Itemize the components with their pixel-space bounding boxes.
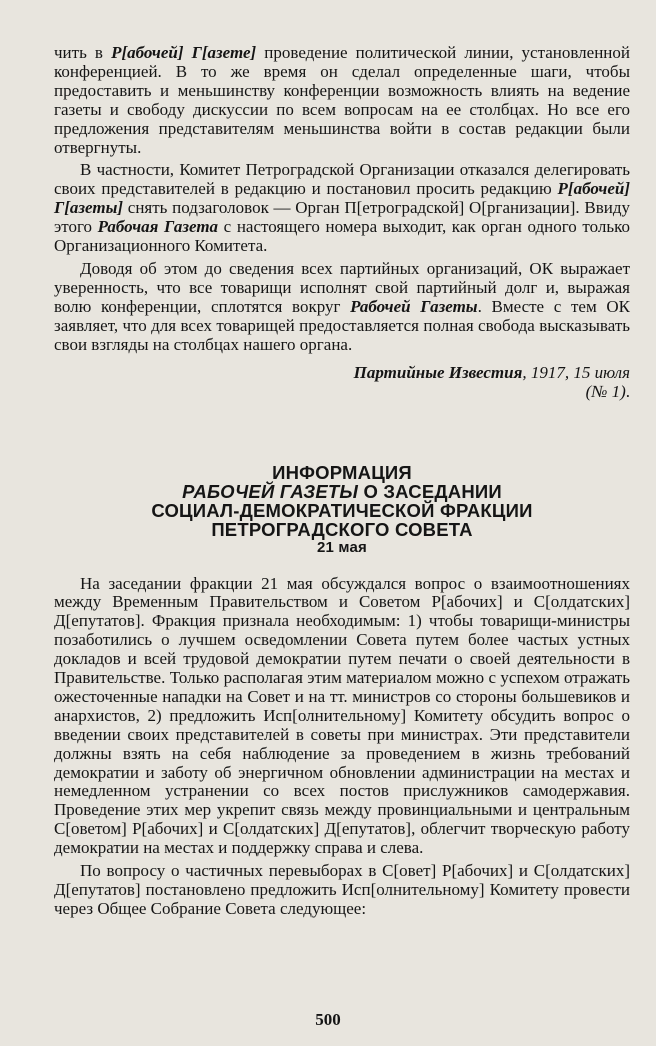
text-block-bottom (54, 575, 630, 919)
emphasis-newspaper: Рабочей Газеты (350, 296, 478, 316)
paragraph-5: По вопросу о частичных перевыборах в С[овет] Р[абочих] и С[олдатских] Д[епутатов] постановлено предложить Исп[олнительному] Комитету провести через Общее Собрание Совета следующее: (54, 861, 630, 918)
source-citation: Партийные Известия, 1917, 15 июля (№ 1). (353, 362, 630, 401)
source-issue: (№ 1) (585, 381, 626, 401)
text-block-top (54, 44, 630, 355)
paragraph-1: чить в Р[абочей] Г[азете] проведение политической линии, установленной конференцией. В то же время он сделал определенные шаги, чтобы предоставить и меньшинству конференции возможность влиять на ведение газеты и свободу дискуссии по всем вопросам на ее столбцах. Но все его предложения представителям меньшинства войти в состав редакции были отвергнуты. (54, 43, 630, 157)
page-number: 500 (315, 1010, 341, 1029)
source-publication: Партийные Известия (353, 362, 523, 382)
emphasis-newspaper: Р[абочей] Г[азеты] (54, 179, 630, 218)
heading-date: 21 мая (316, 538, 368, 556)
section-heading: ИНФОРМАЦИЯ РАБОЧЕЙ ГАЗЕТЫ О ЗАСЕДАНИИ СОЦИАЛ-ДЕМОКРАТИЧЕСКОЙ ФРАКЦИИ ПЕТРОГРАДСКОГО СОВЕТА 21 мая (54, 463, 630, 557)
paragraph-4: На заседании фракции 21 мая обсуждался вопрос о взаимоотношениях между Временным Правительством и Советом Р[абочих] и С[олдатских] Д[епутатов]. Фракция признала необходимым: 1) чтобы товарищи-министры позаботились о лучшем осведомлении Совета путем более частых устных докладов и всей трудовой демократии путем печати о своей деятельности в Правительстве. Только располагая этим материалом можно с успехом отражать ожесточенные нападки на Совет и на тт. министров со стороны большевиков и анархистов, 2) предложить Исп[олнительному] Комитету обсудить вопрос о введении своих представителей в советы при министрах. Эти представители должны взять на себя наблюдение за проведением в жизнь требований демократии и заботу об энергичном обновлении администрации на местах и немедленном устранении со всех постов прислужников самодержавия. Проведение этих мер укрепит связь между провинциальными и центральным С[оветом] Р[абочих] и С[олдатских] Д[епутатов], облегчит творческую работу демократии на местах и поддержку справа и слева. (54, 573, 630, 858)
paragraph-2: В частности, Комитет Петроградской Организации отказался делегировать своих представителей в редакцию и постановил просить редакцию Р[абочей] Г[азеты] снять подзаголовок — Орган П[етроградской] О[рганизации]. Ввиду этого Рабочая Газета с настоящего номера выходит, как орган одного только Организационного Комитета. (54, 160, 630, 256)
paragraph-3: Доводя об этом до сведения всех партийных организаций, ОК выражает уверенность, что все товарищи исполнят свой партийный долг и, выражая волю конференции, сплотятся вокруг Рабочей Газеты. Вместе с тем ОК заявляет, что для всех товарищей предоставляется полная свобода высказывать свои взгляды на столбцах нашего органа. (54, 258, 630, 354)
emphasis-newspaper: Р[абочей] Г[азете] (111, 43, 257, 62)
emphasis-newspaper: Рабочая Газета (97, 217, 219, 237)
